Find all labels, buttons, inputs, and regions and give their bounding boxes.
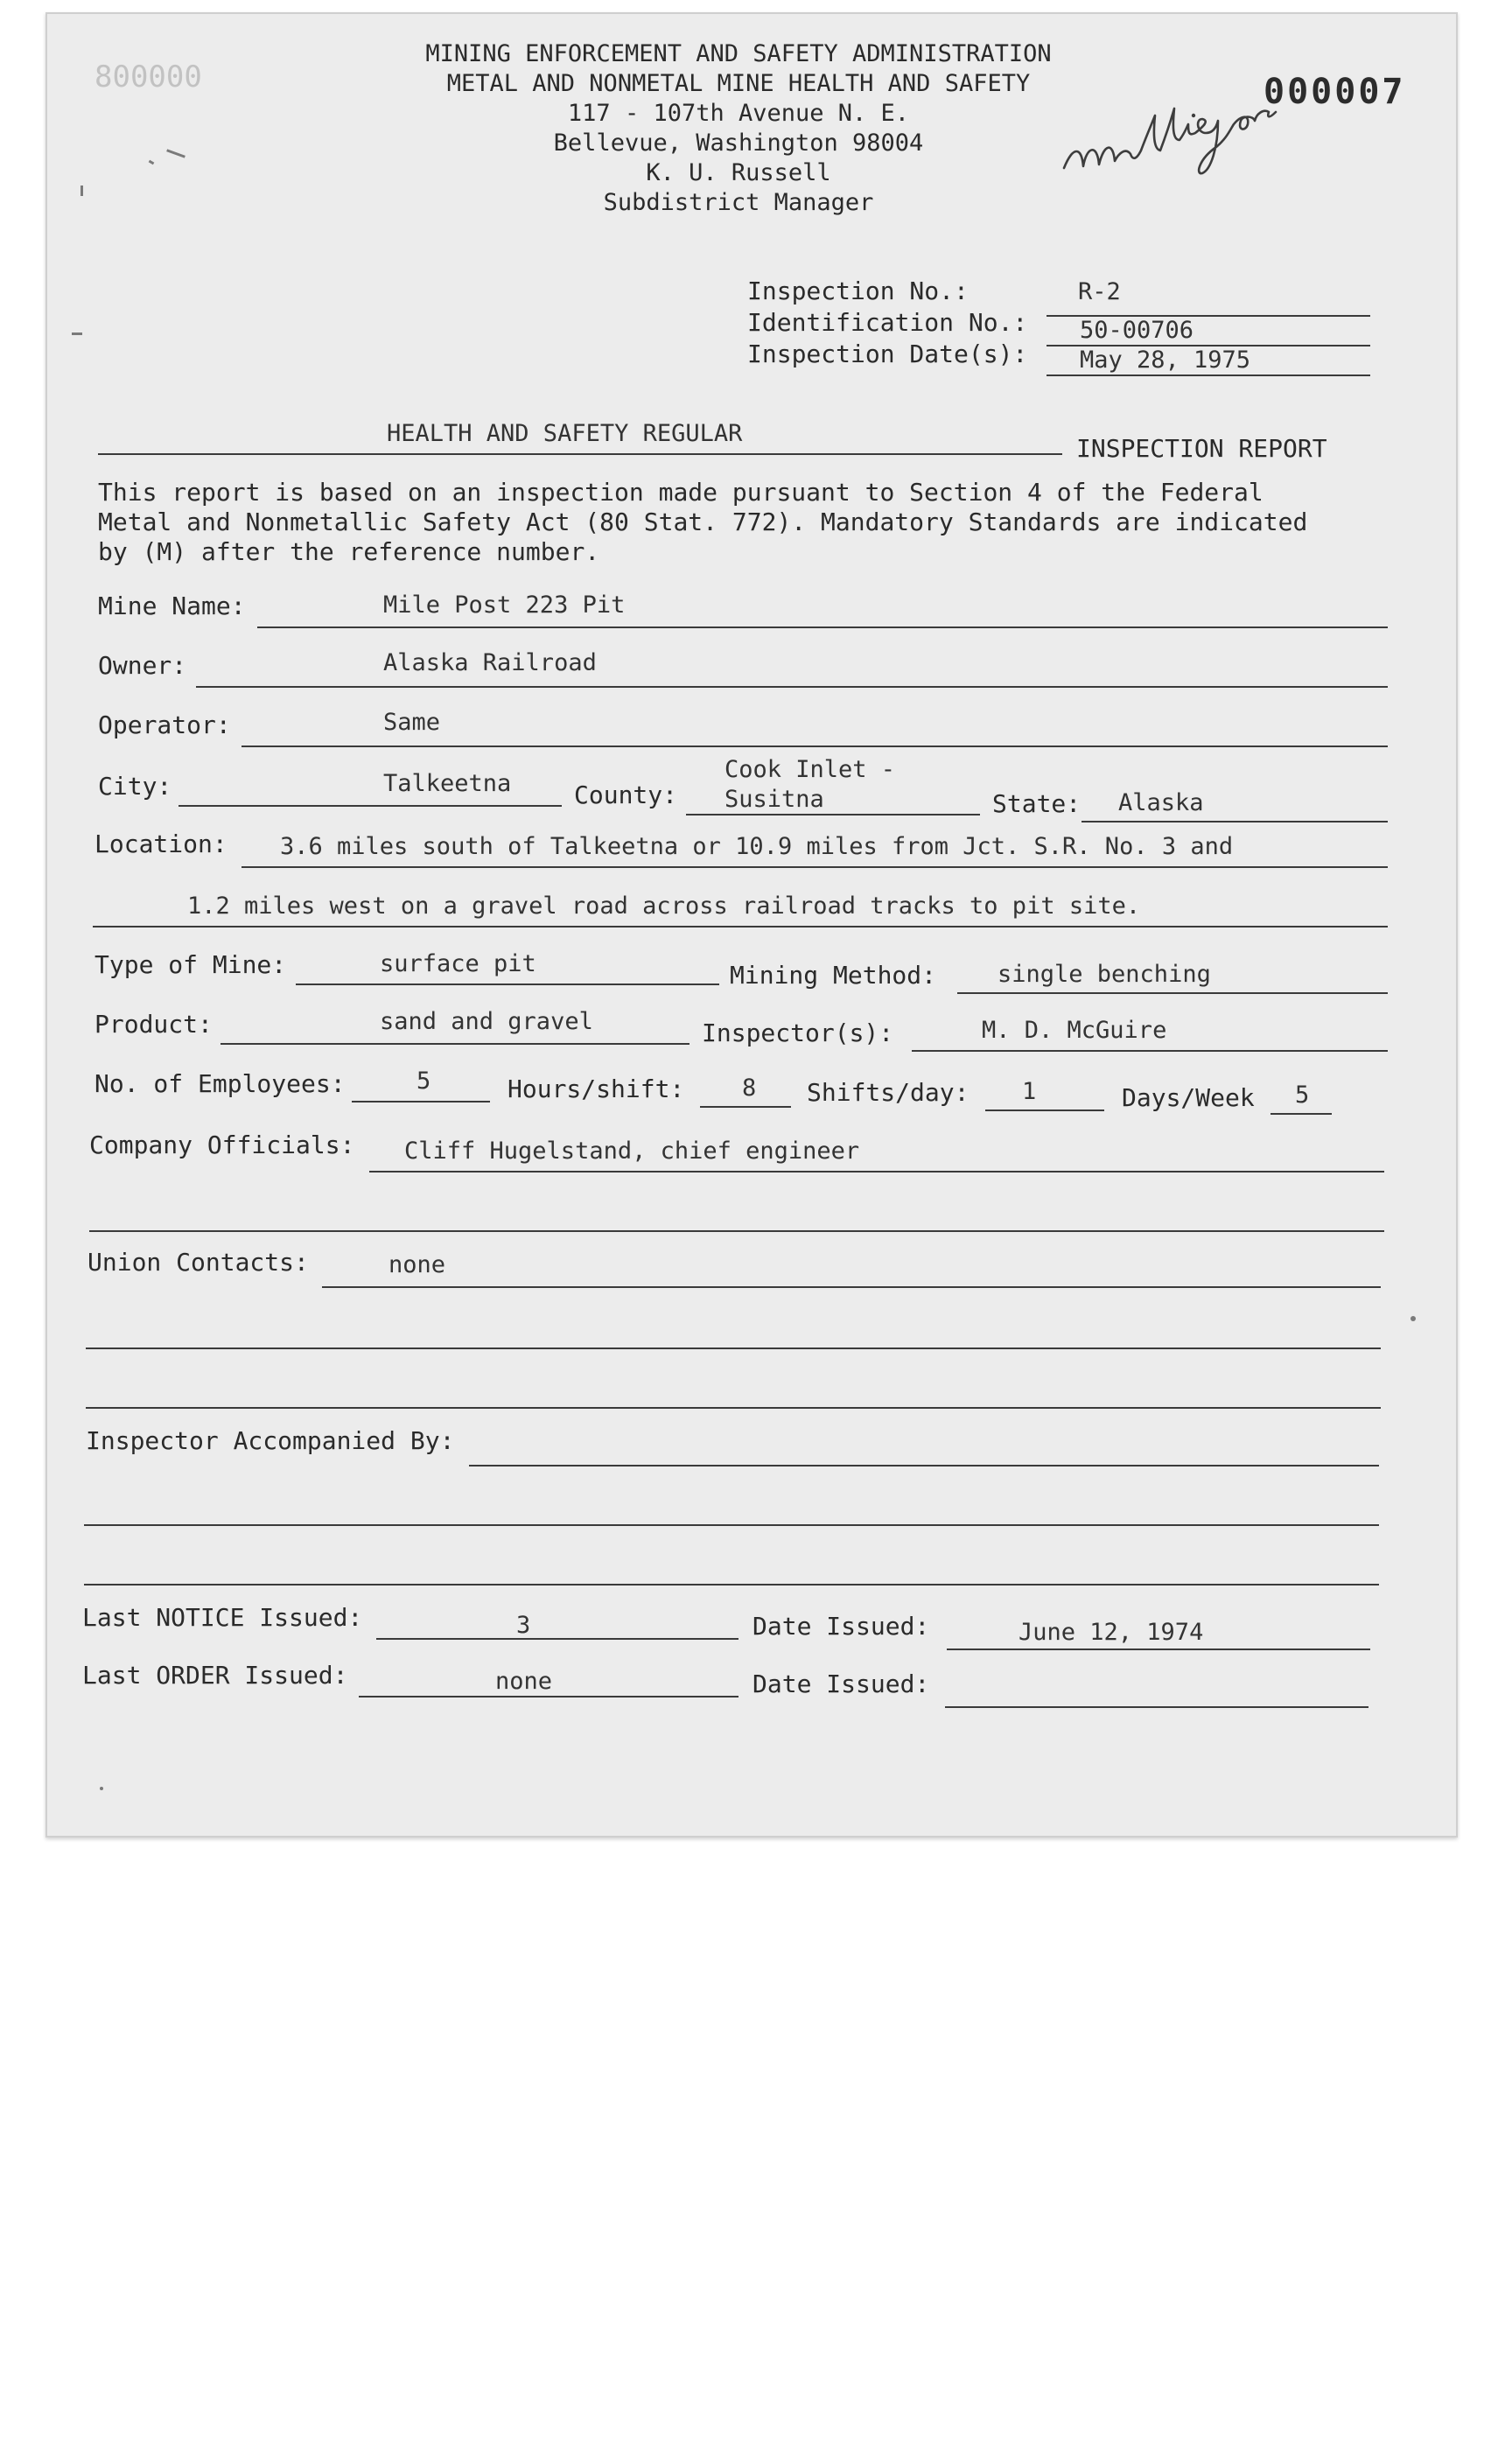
division-name: METAL AND NONMETAL MINE HEALTH AND SAFETY [446, 70, 1031, 97]
inspectors-line [912, 1050, 1388, 1052]
inspection-date-label: Inspection Date(s): [747, 340, 1028, 368]
address-line-2: Bellevue, Washington 98004 [553, 130, 924, 157]
notice-date-label: Date Issued: [752, 1612, 930, 1641]
last-notice-label: Last NOTICE Issued: [82, 1603, 363, 1632]
inspection-number-label: Inspection No.: [747, 276, 969, 305]
mine-name-label: Mine Name: [98, 592, 246, 620]
operator: Same [383, 709, 441, 736]
union-label: Union Contacts: [88, 1248, 309, 1277]
inspectors-label: Inspector(s): [702, 1018, 894, 1047]
operator-line [242, 746, 1388, 747]
accompanied-label: Inspector Accompanied By: [86, 1426, 455, 1455]
officials-label: Company Officials: [89, 1130, 355, 1159]
county-line [686, 814, 980, 816]
type-of-mine-line [296, 984, 719, 985]
identification-number: 50-00706 [1080, 317, 1194, 344]
days-label: Days/Week [1122, 1083, 1255, 1112]
owner: Alaska Railroad [383, 649, 597, 676]
product-line [220, 1043, 690, 1045]
manager-title: Subdistrict Manager [603, 189, 874, 216]
owner-label: Owner: [98, 651, 187, 680]
last-order-label: Last ORDER Issued: [82, 1661, 348, 1690]
mine-name: Mile Post 223 Pit [383, 592, 626, 619]
employees-label: No. of Employees: [94, 1069, 346, 1098]
shifts-line [985, 1110, 1104, 1111]
report-title: INSPECTION REPORT [1076, 434, 1327, 463]
days-line [1270, 1113, 1332, 1115]
employees-line [352, 1101, 490, 1102]
officials: Cliff Hugelstand, chief engineer [404, 1138, 860, 1165]
order-date-label: Date Issued: [752, 1670, 930, 1698]
owner-line [196, 686, 1388, 688]
location-line-1-rule [242, 866, 1388, 868]
county-label: County: [574, 780, 678, 809]
mine-name-line [257, 626, 1388, 628]
report-intro-line-3: by (M) after the reference number. [98, 537, 600, 566]
type-of-mine: surface pit [380, 950, 536, 977]
address-line-1: 117 - 107th Avenue N. E. [567, 100, 910, 127]
last-order: none [495, 1668, 553, 1695]
union: none [388, 1251, 446, 1278]
agency-name: MINING ENFORCEMENT AND SAFETY ADMINISTRATION [425, 40, 1052, 67]
officials-line-2 [89, 1230, 1384, 1232]
product-label: Product: [94, 1010, 213, 1039]
hours-label: Hours/shift: [508, 1074, 685, 1103]
last-order-line [359, 1696, 738, 1698]
report-intro [98, 478, 1410, 567]
product: sand and gravel [380, 1008, 593, 1035]
report-intro-line-1: This report is based on an inspection made pursuant to Section 4 of the Federal [98, 478, 1264, 507]
state-line [1082, 821, 1388, 822]
report-type-line [98, 453, 1062, 455]
inspectors: M. D. McGuire [982, 1017, 1167, 1044]
shifts: 1 [1022, 1078, 1037, 1105]
identification-number-label: Identification No.: [747, 308, 1028, 337]
inspection-date: May 28, 1975 [1080, 346, 1251, 374]
employees: 5 [416, 1068, 431, 1095]
report-sheet [46, 12, 1458, 1838]
last-notice: 3 [516, 1612, 531, 1639]
shifts-label: Shifts/day: [807, 1078, 970, 1107]
manager-name: K. U. Russell [646, 159, 831, 186]
hours: 8 [742, 1074, 757, 1102]
inspection-number: R-2 [1078, 278, 1121, 305]
stray-mark [1410, 1316, 1416, 1321]
mining-method-label: Mining Method: [730, 961, 937, 990]
accompanied-line-3 [84, 1584, 1379, 1586]
city-line [178, 805, 562, 807]
county-line-1: Cook Inlet - [724, 756, 896, 783]
inspection-date-line [1046, 374, 1370, 376]
stray-mark [100, 1787, 103, 1790]
mining-method-line [957, 992, 1388, 994]
days: 5 [1295, 1082, 1310, 1109]
stamp-number: 000007 [1264, 72, 1406, 112]
city: Talkeetna [383, 770, 512, 797]
hours-line [700, 1106, 791, 1108]
order-date-line [945, 1706, 1368, 1708]
handwritten-signature [1055, 63, 1318, 194]
stray-mark [72, 332, 82, 335]
notice-date-line [947, 1648, 1370, 1650]
accompanied-line [469, 1465, 1379, 1466]
location-label: Location: [94, 830, 228, 858]
location-line-1: 3.6 miles south of Talkeetna or 10.9 miles from Jct. S.R. No. 3 and [280, 833, 1234, 860]
union-line [322, 1286, 1381, 1288]
city-label: City: [98, 772, 172, 801]
union-line-2 [86, 1348, 1381, 1349]
union-line-3 [86, 1407, 1381, 1409]
report-intro-line-2: Metal and Nonmetallic Safety Act (80 Stat. 772). Mandatory Standards are indicated [98, 508, 1308, 536]
notice-date: June 12, 1974 [1018, 1619, 1204, 1646]
location-line-2-rule [93, 926, 1388, 928]
location-line-2: 1.2 miles west on a gravel road across railroad tracks to pit site. [187, 892, 1141, 920]
report-type: HEALTH AND SAFETY REGULAR [387, 420, 743, 447]
accompanied-line-2 [84, 1524, 1379, 1526]
county-line-2: Susitna [724, 786, 824, 813]
faint-number: 800000 [94, 60, 202, 94]
mining-method: single benching [998, 961, 1211, 988]
officials-line [369, 1171, 1384, 1172]
state-label: State: [992, 789, 1082, 818]
state: Alaska [1118, 789, 1204, 816]
last-notice-line [376, 1638, 738, 1640]
operator-label: Operator: [98, 710, 231, 739]
type-of-mine-label: Type of Mine: [94, 950, 287, 979]
